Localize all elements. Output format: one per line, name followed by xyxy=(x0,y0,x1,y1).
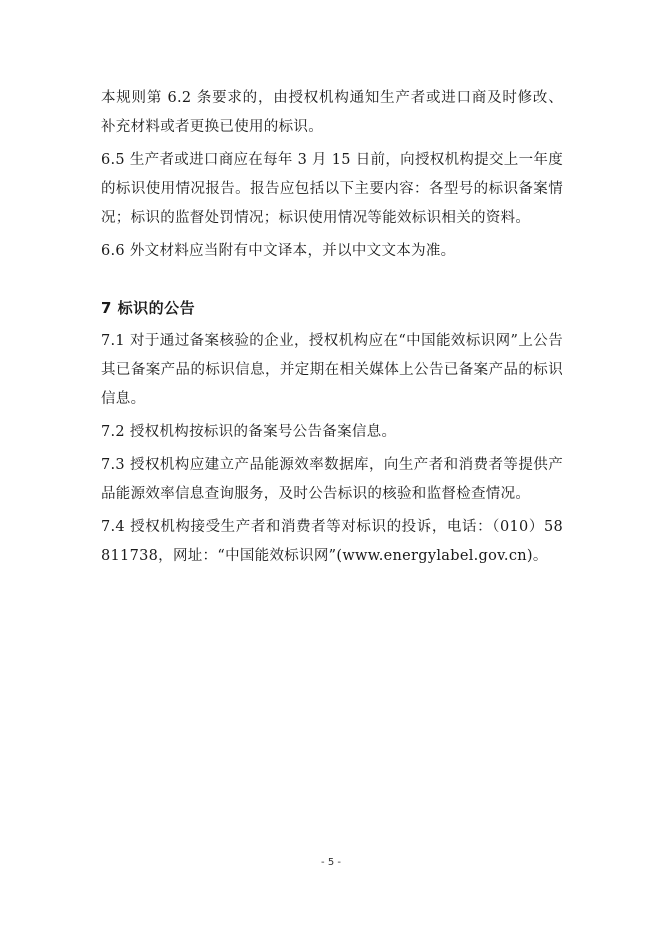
paragraph-7-4: 7.4 授权机构接受生产者和消费者等对标识的投诉，电话：（010）58811738，网址：“中国能效标识网”(www.energylabel.gov.cn)。 xyxy=(101,519,563,564)
paragraph-7-1: 7.1 对于通过备案核验的企业，授权机构应在“中国能效标识网”上公告其已备案产品的标识信息，并定期在相关媒体上公告已备案产品的标识信息。 xyxy=(101,333,563,407)
paragraph-6-5: 6.5 生产者或进口商应在每年 3 月 15 日前，向授权机构提交上一年度的标识使用情况报告。报告应包括以下主要内容：各型号的标识备案情况；标识的监督处罚情况；标识使用情况等能效标识相关的资料。 xyxy=(101,152,563,226)
paragraph-7-3: 7.3 授权机构应建立产品能源效率数据库，向生产者和消费者等提供产品能源效率信息查询服务，及时公告标识的核验和监督检查情况。 xyxy=(101,457,563,502)
paragraph-6-6: 6.6 外文材料应当附有中文译本，并以中文文本为准。 xyxy=(101,243,456,259)
paragraph-continuation-6-4: 本规则第 6.2 条要求的，由授权机构通知生产者或进口商及时修改、补充材料或者更换已使用的标识。 xyxy=(101,90,563,135)
page-number: - 5 - xyxy=(321,857,341,868)
document-body xyxy=(101,84,563,575)
section-title-7: 7 标识的公告 xyxy=(101,299,196,317)
paragraph-7-2: 7.2 授权机构按标识的备案号公告备案信息。 xyxy=(101,424,397,440)
